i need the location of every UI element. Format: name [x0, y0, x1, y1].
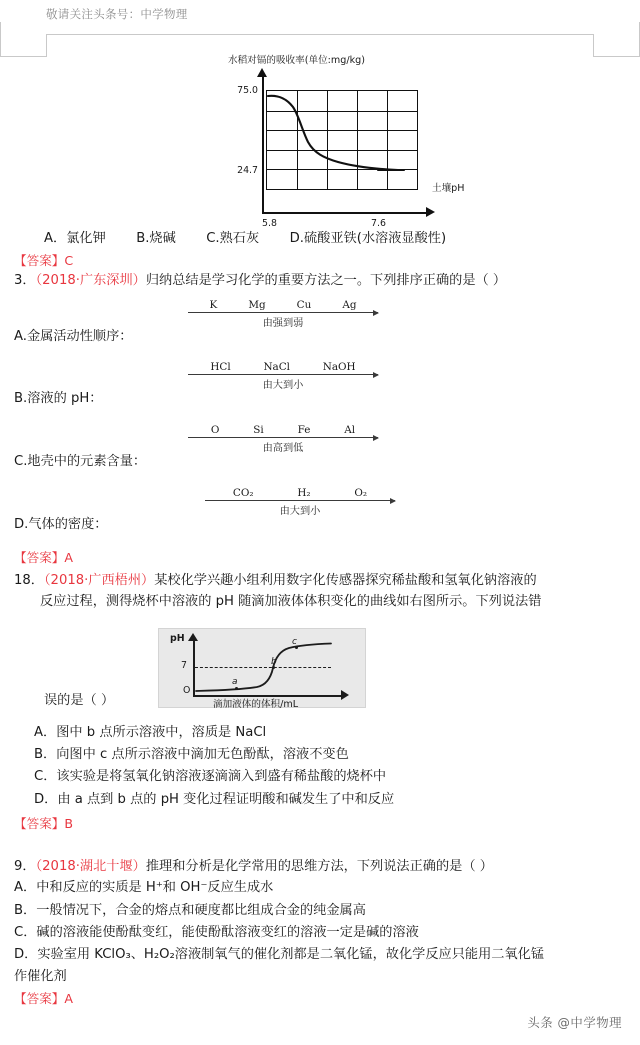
answer-label: 【答案】 — [14, 253, 65, 269]
q3-source: （2018·广东深圳） — [35, 273, 146, 288]
q18-number: 18． — [14, 573, 44, 588]
ph-titration-chart — [158, 628, 366, 708]
sequence-item: K — [209, 299, 218, 311]
sequence-items — [188, 424, 378, 437]
point-b-label: b — [271, 657, 277, 667]
sequence-item: Fe — [297, 424, 311, 436]
y-tick-label-7: 7 — [181, 660, 187, 671]
chart-title: 水稻对镉的吸收率(单位:mg/kg) — [228, 55, 365, 66]
q18-option-a: A．图中 b 点所示溶液中，溶质是 NaCl — [34, 725, 267, 740]
y-axis-label: pH — [170, 633, 185, 644]
q3-item-b-figure — [188, 361, 378, 391]
sequence-item: O — [210, 424, 220, 436]
q3-item-c-figure — [188, 424, 378, 454]
q9-answer — [0, 990, 640, 1008]
q18-option-b: B．向图中 c 点所示溶液中滴加无色酚酞，溶液不变色 — [34, 747, 349, 763]
sequence-item: CO₂ — [232, 487, 254, 499]
page-border-left-line — [46, 34, 47, 56]
q3-item-c-label: C.地壳中的元素含量： — [14, 454, 147, 469]
page-border-right-line — [593, 34, 594, 56]
sequence-items — [205, 487, 395, 500]
sequence-caption: 由高到低 — [262, 443, 304, 454]
page-border-corner-top-left — [0, 22, 47, 57]
answer-letter: A — [64, 991, 73, 1007]
sequence-caption: 由大到小 — [262, 380, 304, 391]
sequence-caption: 由强到弱 — [262, 318, 304, 329]
absorption-curve — [266, 90, 418, 190]
q18-stem-line3: 误的是（ ） — [44, 693, 115, 708]
q2-option-a: A．氯化钾 — [44, 231, 106, 246]
q9-option-b: B．一般情况下，合金的熔点和硬度都比组成合金的纯金属高 — [14, 902, 366, 918]
q3-number: 3． — [14, 273, 36, 288]
sequence-item: NaOH — [322, 361, 356, 373]
sequence-item: Si — [253, 424, 264, 436]
q2-options-block — [0, 228, 640, 271]
cadmium-absorption-chart — [228, 52, 478, 229]
q3-stem-text: 归纳总结是学习化学的重要方法之一。下列排序正确的是（ ） — [145, 273, 507, 288]
q9-source: （2018·湖北十堰） — [35, 859, 146, 874]
q18-option-c: C．该实验是将氢氧化钠溶液逐滴滴入到盛有稀盐酸的烧杯中 — [34, 769, 387, 785]
q3-stem — [0, 270, 640, 291]
answer-label: 【答案】 — [14, 815, 65, 831]
q18-answer — [0, 815, 640, 833]
right-arrow-icon — [188, 312, 378, 313]
answer-letter: C — [64, 253, 74, 269]
y-axis — [262, 74, 264, 212]
sequence-item: H₂ — [297, 487, 311, 499]
origin-label: O — [183, 685, 191, 696]
q18-stem-text1: 某校化学兴趣小组利用数字化传感器探究稀盐酸和氢氧化钠溶液的 — [154, 573, 537, 588]
q18-options — [0, 722, 640, 833]
right-arrow-icon — [205, 500, 395, 501]
y-tick-label-top: 75.0 — [237, 85, 258, 96]
sequence-caption: 由大到小 — [279, 506, 321, 517]
sequence-items — [188, 299, 378, 312]
q2-option-d: D.硫酸亚铁(水溶液显酸性) — [289, 231, 447, 246]
q2-option-c: C.熟石灰 — [206, 231, 260, 246]
q18-source: （2018·广西梧州） — [43, 573, 155, 588]
sequence-item: Mg — [248, 299, 266, 311]
sequence-item: HCl — [210, 361, 231, 373]
q3-item-d-figure — [205, 487, 395, 517]
q9-option-d: D．实验室用 KClO₃、H₂O₂溶液制氧气的催化剂都是二氧化锰，故化学反应只能用二氧化锰 — [14, 946, 545, 962]
footer-watermark: 头条 @中学物理 — [527, 1015, 622, 1030]
q18-stem-line1 — [0, 570, 640, 591]
point-a-dot — [235, 687, 238, 690]
q2-answer — [0, 252, 640, 270]
q2-option-row — [0, 228, 640, 249]
q18-block — [0, 570, 640, 613]
y-tick-label-bottom: 24.7 — [237, 165, 258, 176]
q9-number: 9． — [14, 859, 36, 874]
q9-option-d-cont: 作催化剂 — [14, 969, 67, 985]
sequence-item: Al — [344, 424, 356, 436]
x-axis-label: 土壤pH — [432, 183, 465, 194]
q9-option-a: A．中和反应的实质是 H⁺和 OH⁻反应生成水 — [14, 880, 274, 896]
page-border-corner-top-right — [593, 22, 640, 57]
x-tick-label-right: 7.6 — [371, 218, 386, 229]
q18-option-d: D．由 a 点到 b 点的 pH 变化过程证明酸和碱发生了中和反应 — [34, 791, 395, 807]
x-tick-label-left: 5.8 — [262, 218, 277, 229]
point-c-label: c — [292, 637, 297, 647]
q3-answer — [0, 549, 87, 567]
answer-label: 【答案】 — [14, 991, 65, 1007]
q3-item-a-figure — [188, 299, 378, 329]
q9-block — [0, 856, 640, 1008]
x-axis — [262, 212, 428, 214]
answer-label: 【答案】 — [14, 550, 65, 565]
q3-item-b-label: B.溶液的 pH： — [14, 391, 103, 406]
q3-item-d-label: D.气体的密度： — [14, 517, 108, 532]
sequence-item: Cu — [296, 299, 312, 311]
sequence-item: O₂ — [354, 487, 368, 499]
right-arrow-icon — [188, 374, 378, 375]
q2-option-b: B.烧碱 — [136, 231, 176, 246]
sequence-item: NaCl — [263, 361, 290, 373]
point-a-label: a — [232, 677, 238, 687]
q3-item-a-label: A.金属活动性顺序： — [14, 329, 133, 344]
answer-letter: B — [64, 815, 74, 831]
q3-block — [0, 270, 640, 291]
right-arrow-icon — [188, 437, 378, 438]
q18-stem-line2: 反应过程，测得烧杯中溶液的 pH 随滴加液体体积变化的曲线如右图所示。下列说法错 — [40, 594, 542, 610]
q9-option-c: C．碱的溶液能使酚酞变红，能使酚酞溶液变红的溶液一定是碱的溶液 — [14, 924, 419, 940]
q9-stem-text: 推理和分析是化学常用的思维方法，下列说法正确的是（ ） — [145, 859, 493, 874]
sequence-items — [188, 361, 378, 374]
header-note: 敬请关注头条号：中学物理 — [46, 7, 188, 21]
q9-stem — [0, 856, 640, 877]
x-axis-label: 滴加液体的体积/mL — [213, 699, 299, 710]
sequence-item: Ag — [342, 299, 357, 311]
answer-letter: A — [64, 550, 73, 565]
page-border-top-line — [46, 34, 594, 35]
x-axis-arrow-icon — [426, 207, 435, 217]
